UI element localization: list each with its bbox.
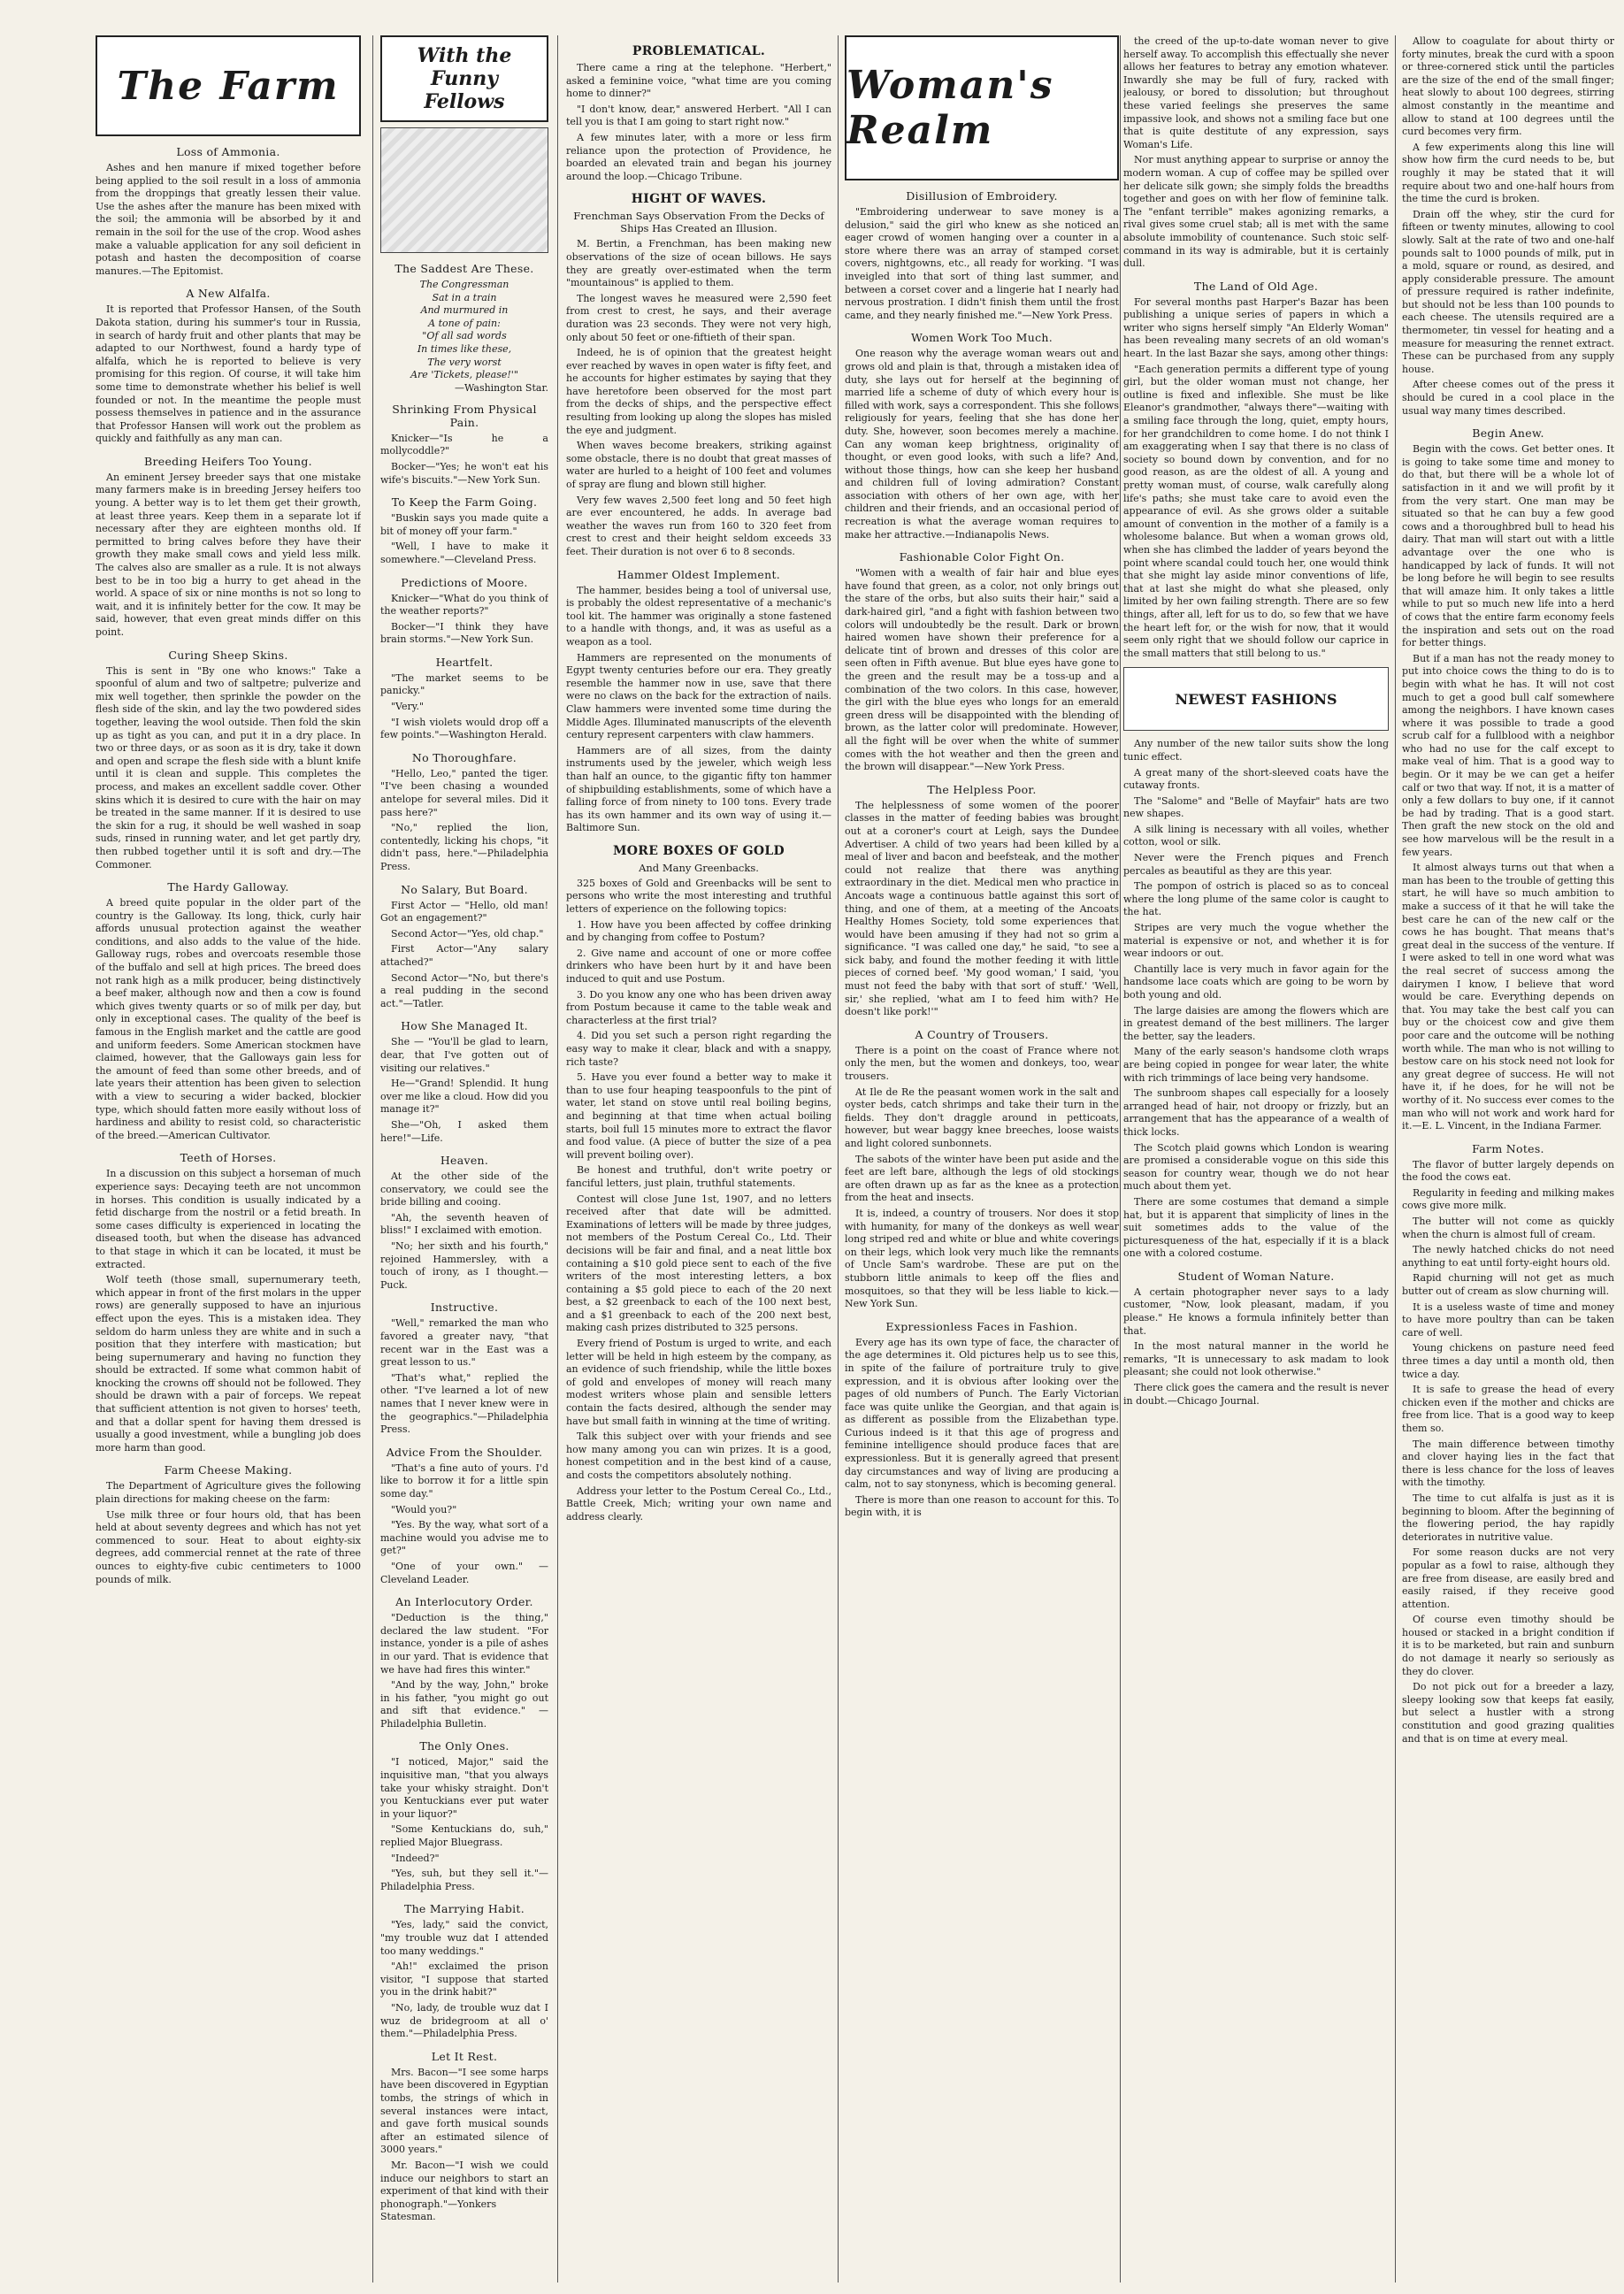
article-paragraph: 1. How have you been affected by coffee drinking and by changing from coffee to Postum? xyxy=(566,918,831,944)
article-headline: Loss of Ammonia. xyxy=(176,145,280,158)
article-paragraph: It is safe to grease the head of every chicken even if the mother and chicks are free from lice. That is a good way to keep them so. xyxy=(1402,1384,1614,1434)
article xyxy=(1402,1142,1614,1746)
article xyxy=(380,1300,548,1436)
article-paragraph: Every age has its own type of face, the character of the age determines it. Old pictures help us to see this, in spite of the failure of portraiture truly to give expression, and it is obvious after looking over the pages of old numbers of Punch. The Early Victorian face was quite unlike the Georgian, and that again is as different as possible from the Elizabethan type. Curious indeed is it that this age of progress and feminine intelligence should produce faces that are expressionless. But it is generally agreed that present day circumstances and way of living are producing a calm, not to say stonyness, which is becoming general. xyxy=(845,1336,1119,1491)
article-paragraph: Drain off the whey, stir the curd for fifteen or twenty minutes, allowing to cool slowly. Salt at the rate of two and one-half pounds salt to 1000 pounds of milk, put in a mold, square or round, as desired, and apply considerable pressure. The amount of pressure required is rather indefinite, but should not be less than 100 pounds to each cheese. The utensils required are a thermometer, tin vessel for heating and a measure for measuring the rennet extract. These can be purchased from any supply house. xyxy=(1402,208,1614,375)
article-paragraph: But if a man has not the ready money to put into choice cows the thing to do is to begin with what he has. It will not cost much to get a good bull calf somewhere among the neighbors. I have known cases where it was possible to trade a good scrub calf for a fullblood with a neighbor who had no use for the calf except to make veal of him. That is a good way to begin. Or it may be we can get a heifer calf or two that way. If not, it is a matter of only a few dollars to buy one, if it cannot be had by trading. That is a good start. Then graft the new stock on the old and see how marvelous will be the result in a few years. xyxy=(1402,652,1614,858)
article-headline: No Salary, But Board. xyxy=(401,882,528,896)
article-headline: The Marrying Habit. xyxy=(403,1902,525,1916)
article xyxy=(845,783,1119,1019)
article-list xyxy=(845,189,1119,1520)
article-headline: Breeding Heifers Too Young. xyxy=(144,454,312,468)
article xyxy=(1123,35,1389,271)
article xyxy=(1123,280,1389,661)
article-paragraph: "No," replied the lion, contentedly, licking his chops, "it didn't pass, here."—Philadelphia Press. xyxy=(380,822,548,872)
article-paragraph: "Ah, the seventh heaven of bliss!" I exclaimed with emotion. xyxy=(380,1211,548,1237)
article xyxy=(380,2050,548,2224)
article-paragraph: "Well," remarked the man who favored a greater navy, "that recent war in the East was a great lesson to us." xyxy=(380,1317,548,1369)
article-headline: The Saddest Are These. xyxy=(395,262,534,275)
article-paragraph: "Indeed?" xyxy=(391,1852,440,1864)
woman-masthead xyxy=(845,35,1119,180)
article-headline: To Keep the Farm Going. xyxy=(391,495,538,510)
article-headline: Let It Rest. xyxy=(431,2049,498,2063)
article-paragraph: It is, indeed, a country of trousers. Nor does it stop with humanity, for many of the donkeys as well wear long striped red and white or blue and white coverings on their legs, which look very much like the remnants of Uncle Sam's wardrobe. These are put on the stubborn little animals to keep off the flies and mosquitoes, so that they will be less liable to kick.—New York Sun. xyxy=(845,1207,1119,1310)
article-headline: Teeth of Horses. xyxy=(180,1151,277,1165)
article-paragraph: Every friend of Postum is urged to write, and each letter will be held in high esteem by the company, as an evidence of such friendship, while the little boxes of gold and envelopes of money will reach many modest writers whose plain and sensible letters contain the facts desired, although the sender may have but small faith in winning at the time of writing. xyxy=(566,1338,831,1427)
article-headline: Heartfelt. xyxy=(435,655,494,669)
article xyxy=(380,1902,548,2040)
article xyxy=(380,576,548,647)
article-headline: Fashionable Color Fight On. xyxy=(899,550,1065,564)
article-headline: Expressionless Faces in Fashion. xyxy=(885,1319,1078,1333)
article-headline: Advice From the Shoulder. xyxy=(386,1445,543,1459)
article-paragraph: The hammer, besides being a tool of universal use, is probably the oldest representative of a mechanic's tool kit. The hammer was originally a stone fastened to a handle with thongs, and, it was as useful as a weapon as a tool. xyxy=(566,584,831,648)
article-paragraph: There are some costumes that demand a simple hat, but it is apparent that simplicity of lines in the suit sometimes adds to the value of the picturesqueness of the hat, especially if it is a black one with a colored costume. xyxy=(1123,1195,1389,1260)
article-paragraph: Mrs. Bacon—"I see some harps have been discovered in Egyptian tombs, the strings of which in several instances were intact, and gave forth musical sounds after an estimated silence of 3000 years." xyxy=(380,2066,548,2156)
column-farm xyxy=(96,35,361,2282)
article xyxy=(380,1154,548,1292)
article-paragraph: The flavor of butter largely depends on the food the cows eat. xyxy=(1402,1158,1614,1184)
article-headline: MORE BOXES OF GOLD xyxy=(613,843,785,858)
article-headline: Shrinking From Physical Pain. xyxy=(392,402,537,429)
article-paragraph: "No; her sixth and his fourth," rejoined Hammersley, with a touch of irony, as I thought.—Puck. xyxy=(380,1240,548,1291)
article-paragraph: Nor must anything appear to surprise or annoy the modern woman. A cup of coffee may be spilled over her delicate silk gown; she simply folds the breadths together and goes on with her flow of feminine talk. The "enfant terrible" makes agonizing remarks, a rival gives some cruel stab; all is met with the same absolute immobility of countenance. Such stoic self-command in its way is admirable, but it is certainly dull. xyxy=(1123,154,1389,270)
article-paragraph: Knicker—"Is he a mollycoddle?" xyxy=(380,432,548,457)
article-headline: No Thoroughfare. xyxy=(411,750,517,764)
article-source: —Washington Star. xyxy=(455,381,548,394)
article-paragraph: When waves become breakers, striking against some obstacle, there is no doubt that great masses of water are hurled to a height of 100 feet and volumes of spray are flung and blown still higher. xyxy=(566,440,831,491)
article-paragraph: An eminent Jersey breeder says that one mistake many farmers make is in breeding Jersey heifers too young. A better way is to let them get their growth, at least three years. Keep them in a separate lot if necessary after they are eighteen months old. If permitted to bring calves before they have their growth they make small cows and yield less milk. The calves also are smaller as a rule. It is not always best to be in too big a hurry to get ahead in the world. A space of six or nine months is not so long to wait, and it is infinitely better for the cow. It may be said, however, that even great minds differ on this point. xyxy=(96,471,361,638)
article-paragraph: "Women with a wealth of fair hair and blue eyes have found that green, as a color, not only brings out the stare of the orbs, but also suits their hair," said a dark-haired girl, "and a fight with fashion between two colors will undoubtedly be the result. Dark or brown haired women have shown their preference for a delicate tint of brown and dresses of this color are seen often in Fifth avenue. But blue eyes have gone to the green and the result may be a toss-up and a combination of the two colors. In this case, however, the girl with the blue eyes who longs for an emerald green dress will be disappointed with the blending of brown, as the latter color will predominate. However, all the fight will be over when the white of summer comes with the hot weather and then the green and the brown will disappear."—New York Press. xyxy=(845,567,1119,773)
verse-line: "Of all sad words xyxy=(422,330,507,342)
verse-line: Sat in a train xyxy=(432,291,497,303)
article-paragraph: "Yes, lady," said the convict, "my trouble wuz dat I attended too many weddings." xyxy=(380,1919,548,1957)
article-paragraph: There is a point on the coast of France where not only the men, but the women and donkeys, too, wear trousers. xyxy=(845,1044,1119,1083)
article xyxy=(1123,667,1389,1261)
article-paragraph: The "Salome" and "Belle of Mayfair" hats are two new shapes. xyxy=(1123,794,1389,820)
article-paragraph: Second Actor—"Yes, old chap." xyxy=(391,927,544,940)
article-paragraph: "Very." xyxy=(391,701,425,713)
article-headline: Begin Anew. xyxy=(1472,426,1544,441)
article xyxy=(380,1595,548,1730)
article-list xyxy=(1123,35,1389,1408)
article xyxy=(566,844,831,1524)
article-headline: How She Managed It. xyxy=(401,1019,528,1033)
article-paragraph: Hammers are of all sizes, from the dainty instruments used by the jeweler, which weigh less than half an ounce, to the gigantic fifty ton hammer of shipbuilding establishments, some of which have a falling force of from ninety to 100 tons. Every trade has its own hammer and its own way of using it.—Baltimore Sun. xyxy=(566,744,831,834)
article-paragraph: There is more than one reason to account for this. To begin with, it is xyxy=(845,1493,1119,1519)
verse-line: Are 'Tickets, please!'" xyxy=(410,369,518,381)
article-paragraph: "One of your own." — Cleveland Leader. xyxy=(380,1560,548,1585)
article-paragraph: Of course even timothy should be housed or stacked in a bright condition if it is to be marketed, but rain and sunburn do not damage it nearly so seriously as they do clover. xyxy=(1402,1614,1614,1677)
article-paragraph: "Yes. By the way, what sort of a machine would you advise me to get?" xyxy=(380,1519,548,1557)
article-paragraph: "I don't know, dear," answered Herbert. "All I can tell you is that I am going to start right now." xyxy=(566,103,831,128)
article-paragraph: "Buskin says you made quite a bit of money off your farm." xyxy=(380,512,548,537)
article xyxy=(380,656,548,742)
article-list xyxy=(1402,35,1614,1745)
article-headline: Hammer Oldest Implement. xyxy=(617,567,781,581)
article-paragraph: "Embroidering underwear to save money is a delusion," said the girl who knew as she noticed an eager crowd of women hanging over a counter in a store where there was an array of stamped corset covers, nightgowns, etc., all ready for working. "I was inveigled into that sort of thing last summer, and between a corset cover and a lingerie hat I nearly had nervous prostration. I didn't finish them until the frost came, and they nearly finished me."—New York Press. xyxy=(845,206,1119,321)
article-paragraph: The Scotch plaid gowns which London is wearing are promised a considerable vogue on this side this season for country wear, though we do not hear much about them yet. xyxy=(1123,1141,1389,1193)
article-paragraph: The large daisies are among the flowers which are in greatest demand of the best milliners. The larger the better, say the leaders. xyxy=(1123,1004,1389,1042)
article-paragraph: Do not pick out for a breeder a lazy, sleepy looking sow that keeps fat easily, but select a hustler with a strong constitution and good grazing qualities and that is on time at every meal. xyxy=(1402,1681,1614,1745)
article xyxy=(566,44,831,183)
article-paragraph: "I wish violets would drop off a few points."—Washington Herald. xyxy=(380,716,548,741)
article-paragraph: "The market seems to be panicky." xyxy=(380,671,548,697)
column-woman xyxy=(845,35,1119,2282)
verse-line: And murmured in xyxy=(420,304,509,317)
article xyxy=(380,403,548,487)
masthead-title: The Farm xyxy=(117,63,340,109)
article-paragraph: There came a ring at the telephone. "Herbert," asked a feminine voice, "what time are you coming home to dinner?" xyxy=(566,62,831,100)
article-headline: Disillusion of Embroidery. xyxy=(906,189,1058,203)
article xyxy=(845,189,1119,322)
article xyxy=(96,287,361,446)
column-rule xyxy=(838,35,839,2282)
article-paragraph: Address your letter to the Postum Cereal Co., Ltd., Battle Creek, Mich; writing your own name and address clearly. xyxy=(566,1485,831,1523)
article xyxy=(96,455,361,640)
article-paragraph: Wolf teeth (those small, supernumerary teeth, which appear in front of the first molars in the upper rows) are generally supposed to have an injurious effect upon the eyes. This is a mistaken idea. They seldom do harm unless they are white and in such a position that they interfere with mastication; but being supernumerary and having no function they should be extracted. If some what common habit of knocking the crowns off should not be followed. They should be drawn with a pair of forceps. We repeat that sufficient attention is not given to horses' teeth, and that a dollar spent for having them dressed is usually a good investment, while a bungling job does more harm than good. xyxy=(96,1274,361,1454)
article-paragraph: In the most natural manner in the world he remarks, "It is unnecessary to ask madam to look pleasant; she could not look otherwise." xyxy=(1123,1340,1389,1378)
article-headline: An Interlocutory Order. xyxy=(395,1595,533,1609)
article-headline: Women Work Too Much. xyxy=(910,331,1053,345)
article-paragraph: Contest will close June 1st, 1907, and no letters received after that date will be admitted. Examinations of letters will be made by three judges, not members of the Postum Cereal Co., Ltd. Their decisions will be fair and final, and a neat little box containing a $10 gold piece sent to each of the five writers of the most interesting letters, a box containing a $5 gold piece to each of the 20 next best, a $2 greenback to each of the 100 next best, and a $1 greenback to each of the 200 next best, making cash prizes distributed to 325 persons. xyxy=(566,1193,831,1334)
column-woman-continued xyxy=(1123,35,1389,2282)
article-paragraph: Use milk three or four hours old, that has been held at about seventy degrees and which has not yet commenced to sour. Heat to about eighty-six degrees, add commercial rennet at the rate of three ounces to eighty-five cubic centimeters to 1000 pounds of milk. xyxy=(96,1508,361,1585)
article-paragraph: Many of the early season's handsome cloth wraps are being copied in pongee for wear later, the white with rich trimmings of lace being very handsome. xyxy=(1123,1046,1389,1084)
article xyxy=(380,751,548,874)
article-paragraph: "Hello, Leo," panted the tiger. "I've been chasing a wounded antelope for several miles. Did it pass here?" xyxy=(380,767,548,818)
article-subhead: And Many Greenbacks. xyxy=(639,861,759,874)
article-paragraph: Regularity in feeding and milking makes cows give more milk. xyxy=(1402,1186,1614,1212)
article-paragraph: A breed quite popular in the older part of the country is the Galloway. Its long, thick, curly hair affords unusual protection against the weather conditions, and also adds to the value of the hide. Galloway rugs, robes and overcoats resemble those of the buffalo and sell at high prices. The breed does not rank high as a milk producer, being distinctively a beef maker, although now and then a cow is found which gives twenty quarts or so of milk per day, but only in exceptional cases. The quality of the beef is famous in the English market and the cattle are good and uniform feeders. Some American stockmen have claimed, however, that the Galloways gain less for the amount of feed than some other breeds, and of late years their attention has been given to selection with a view to securing a wider backed, blockier type, which should fatten more easily without loss of hardiness and ability to resist cold, so characteristic of the breed.—American Cultivator. xyxy=(96,897,361,1141)
article-paragraph: There click goes the camera and the result is never in doubt.—Chicago Journal. xyxy=(1123,1382,1389,1407)
article-paragraph: "That's what," replied the other. "I've learned a lot of new names that I never knew were in the geographics."—Philadelphia Press. xyxy=(380,1371,548,1436)
article-paragraph: "Yes, suh, but they sell it."—Philadelphia Press. xyxy=(380,1868,548,1892)
article xyxy=(845,1028,1119,1311)
article xyxy=(380,495,548,566)
article-paragraph: Second Actor—"No, but there's a real pudding in the second act."—Tatler. xyxy=(380,971,548,1009)
article-subhead: Frenchman Says Observation From the Decks of Ships Has Created an Illusion. xyxy=(573,210,824,235)
article xyxy=(845,1320,1119,1520)
article-paragraph: A certain photographer never says to a lady customer, "Now, look pleasant, madam, if you please." He knows a formula infinitely better than that. xyxy=(1123,1285,1389,1337)
article-paragraph: "That's a fine auto of yours. I'd like to borrow it for a little spin some day." xyxy=(380,1462,548,1500)
verse-line: In times like these, xyxy=(417,342,512,355)
article-headline: Heaven. xyxy=(440,1154,489,1168)
cartoon-illustration xyxy=(380,127,548,253)
article xyxy=(380,1446,548,1586)
article-paragraph: 5. Have you ever found a better way to make it than to use four heaping teaspoonfuls to the pint of water, let stand on stove until real boiling begins, and beginning at that time when actual boiling starts, boil full 15 minutes more to extract the flavor and food value. (A piece of butter the size of a pea will prevent boiling over). xyxy=(566,1071,831,1161)
article xyxy=(566,192,831,558)
article-paragraph: She—"Oh, I asked them here!"—Life. xyxy=(380,1118,548,1144)
article-paragraph: The main difference between timothy and clover haying lies in the fact that there is less chance for the loss of leaves with the timothy. xyxy=(1402,1438,1614,1489)
article-paragraph: The Department of Agriculture gives the following plain directions for making cheese on the farm: xyxy=(96,1480,361,1506)
article-paragraph: Allow to coagulate for about thirty or forty minutes, break the curd with a spoon or three-cornered stick until the particles are the size of the end of the small finger; heat slowly to about 100 degrees, stirring almost constantly in the meantime and allow to stand at 100 degrees until the curd becomes very firm. xyxy=(1402,35,1614,138)
article-headline: Curing Sheep Skins. xyxy=(168,648,288,662)
article-headline: The Only Ones. xyxy=(419,1739,509,1753)
article-headline: Instructive. xyxy=(430,1300,499,1315)
article-headline: PROBLEMATICAL. xyxy=(632,44,766,58)
article-paragraph: 325 boxes of Gold and Greenbacks will be sent to persons who write the most interesting and truthful letters of experience on the following topics: xyxy=(566,877,831,916)
article-paragraph: Be honest and truthful, don't write poetry or fanciful letters, just plain, truthful statements. xyxy=(566,1164,831,1189)
farm-masthead xyxy=(96,35,361,136)
article-headline: HIGHT OF WAVES. xyxy=(631,192,767,207)
article xyxy=(566,568,831,835)
article-paragraph: A great many of the short-sleeved coats have the cutaway fronts. xyxy=(1123,766,1389,792)
masthead-title: With the Funny Fellows xyxy=(417,44,512,113)
article-paragraph: "Well, I have to make it somewhere."—Cleveland Press. xyxy=(380,541,548,565)
article-paragraph: The sunbroom shapes call especially for a loosely arranged head of hair, not droopy or frizzly, but an arrangement that has the appearance of a wealth of thick locks. xyxy=(1123,1087,1389,1138)
article-paragraph: A silk lining is necessary with all voiles, whether cotton, wool or silk. xyxy=(1123,823,1389,848)
column-rule xyxy=(557,35,558,2282)
article-paragraph: Knicker—"What do you think of the weather reports?" xyxy=(380,592,548,618)
article-paragraph: It is a useless waste of time and money to have more poultry than can be taken care of well. xyxy=(1402,1300,1614,1339)
article-paragraph: For some reason ducks are not very popular as a fowl to raise, although they are free from disease, are easily bred and easily raised, if they receive good attention. xyxy=(1402,1546,1614,1610)
article-paragraph: The newly hatched chicks do not need anything to eat until forty-eight hours old. xyxy=(1402,1244,1614,1269)
article-paragraph: For several months past Harper's Bazar has been publishing a unique series of papers in which a writer who signs herself simply "An Elderly Woman" has been revealing many secrets of an old woman's heart. In the last Bazar she says, among other things: xyxy=(1123,295,1389,360)
article-list xyxy=(380,262,548,2224)
article-paragraph: Mr. Bacon—"I wish we could induce our neighbors to start an experiment of that kind with their phonograph."—Yonkers Statesman. xyxy=(380,2159,548,2223)
article xyxy=(845,550,1119,774)
article-paragraph: Talk this subject over with your friends and see how many among you can win prizes. It is a good, honest competition and in the best kind of a cause, and costs the competitors absolutely nothing. xyxy=(566,1431,831,1481)
article-paragraph: The helplessness of some women of the poorer classes in the matter of feeding babies was brought out at a coroner's court at Leigh, says the Dundee Advertiser. A child of two years had been killed by a meal of liver and bacon and beefsteak, and the mother could not realize that there was anything extraordinary in the diet. Medical men who practice in Ancoats wage a continuous battle against this sort of thing, and one of them, at a meeting of the Ancoats Healthy Homes Society, told some experiences that would have been amusing if they had not so grim a significance. "I was called one day," he said, "to see a sick baby, and found the mother feeding it with little pieces of corned beef. 'My good woman,' I said, 'you must not feed the baby with that sort of stuff.' 'Well, sir,' she replied, 'what am I to feed him with? He doesn't like pork!'" xyxy=(845,799,1119,1018)
article-paragraph: The longest waves he measured were 2,590 feet from crest to crest, he says, and their average duration was 23 seconds. They were not very high, only about 50 feet or one-fiftieth of their span. xyxy=(566,292,831,343)
article-paragraph: A few experiments along this line will show how firm the curd needs to be, but roughly it may be stated that it will require about two and one-half hours from the time the curd is broken. xyxy=(1402,141,1614,205)
article-list xyxy=(566,44,831,1523)
article-paragraph: "Deduction is the thing," declared the law student. "For instance, yonder is a pile of ashes in our yard. That is evidence that we have had fires this winter." xyxy=(380,1612,548,1676)
article-paragraph: Indeed, he is of opinion that the greatest height ever reached by waves in open water is fifty feet, and he accounts for higher estimates by saying that they have heretofore been observed for the most part from the decks of ships, and the perspective effect resulting from looking up along the slopes has misled the eye and judgment. xyxy=(566,347,831,436)
article-paragraph: Ashes and hen manure if mixed together before being applied to the soil result in a loss of ammonia from the droppings that greatly lessen their value. Use the ashes after the manure has been mixed with the soil; the ammonia will be absorbed by it and remain in the soil for the use of the crop. Wood ashes make a valuable application for any soil deficient in potash and hasten the decomposition of coarse manures.—The Epitomist. xyxy=(96,162,361,277)
article xyxy=(380,262,548,394)
article-headline: Farm Notes. xyxy=(1472,1141,1544,1155)
article-paragraph: At Ile de Re the peasant women work in the salt and oyster beds, catch shrimps and take their turn in the fields. They don't draggle around in petticoats, however, but wear baggy knee breeches, loose waists and light colored sunbonnets. xyxy=(845,1086,1119,1149)
article xyxy=(96,145,361,278)
column-rule xyxy=(372,35,373,2282)
article xyxy=(845,331,1119,541)
article-paragraph: 3. Do you know any one who has been driven away from Postum because it came to the table weak and characterless at the first trial? xyxy=(566,988,831,1026)
article-paragraph: "And by the way, John," broke in his father, "you might go out and sift that evidence." — Philadelphia Bulletin. xyxy=(380,1679,548,1730)
article-paragraph: "Ah!" exclaimed the prison visitor, "I suppose that started you in the drink habit?" xyxy=(380,1960,548,1999)
article-paragraph: First Actor — "Hello, old man! Got an engagement?" xyxy=(380,899,548,925)
article-paragraph: He—"Grand! Splendid. It hung over me like a cloud. How did you manage it?" xyxy=(380,1078,548,1116)
article xyxy=(380,1739,548,1893)
article-paragraph: Hammers are represented on the monuments of Egypt twenty centuries before our era. They greatly resemble the hammer now in use, save that there were no claws on the back for the extraction of nails. Claw hammers were invented some time during the Middle Ages. Illuminated manuscripts of the eleventh century represent carpenters with claw hammers. xyxy=(566,651,831,741)
article-paragraph: M. Bertin, a Frenchman, has been making new observations of the size of ocean billows. He says they are greatly over-estimated when the term "mountainous" is applied to them. xyxy=(566,238,831,289)
article-paragraph: "I noticed, Major," said the inquisitive man, "that you always take your whisky straight. Don't you Kentuckians ever put water in your liquor?" xyxy=(380,1756,548,1820)
article-paragraph: First Actor—"Any salary attached?" xyxy=(380,943,548,968)
article-paragraph: Young chickens on pasture need feed three times a day until a month old, then twice a day. xyxy=(1402,1342,1614,1380)
article-list xyxy=(96,145,361,1586)
article xyxy=(1402,35,1614,418)
article-paragraph: After cheese comes out of the press it should be cured in a cool place in the usual way many times described. xyxy=(1402,379,1614,417)
article-paragraph: The butter will not come as quickly when the churn is almost full of cream. xyxy=(1402,1216,1614,1240)
article-paragraph: It almost always turns out that when a man has been to the trouble of getting this start, he will have so much ambition to make a success of it that he will take the best care he can of the new calf or the cows he has bought. That means that's great deal in the success of the venture. If I were asked to tell in one word what was the real secret of success among the dairymen I know, I believe that word would be care. Everything depends on that. You may take the best calf you can buy or the choicest cow and give them poor care and the outcome will be nothing worth while. The man who is not willing to bestow care on his stock need not look for any great degree of success. He will not have it, if he does, for he will not be worthy of it. No success ever comes to the man who will not work and work hard for it.—E. L. Vincent, in the Indiana Farmer. xyxy=(1402,862,1614,1132)
article-headline: The Land of Old Age. xyxy=(1193,279,1319,293)
article-headline: The Helpless Poor. xyxy=(927,782,1037,796)
article-paragraph: Chantilly lace is very much in favor again for the handsome lace coats which are going to be worn by both young and old. xyxy=(1123,963,1389,1001)
article-paragraph: Never were the French piques and French percales as beautiful as they are this year. xyxy=(1123,852,1389,877)
fashion-banner: NEWEST FASHIONS xyxy=(1123,667,1389,731)
verse-line: The very worst xyxy=(427,356,502,368)
article-headline: A Country of Trousers. xyxy=(915,1027,1049,1041)
article xyxy=(1402,426,1614,1132)
article xyxy=(96,1151,361,1454)
article-paragraph: "Each generation permits a different type of young girl, but the older woman must not change, her outline is fixed and inflexible. She must be like Eleanor's grandmother, "always there"—waiting with a smiling face through the long, quiet, empty hours, for her grandchildren to come home. I do not think I am exaggerating when I say that there is no class of society so bound down by convention, and for no good reason, as are the oldest of all. A young and pretty woman must, of course, walk carefully along life's paths; she must take care to avoid even the appearance of evil. As she grows older a suitable amount of convention in the mother of a family is a wholesome balance. But when a woman grows old, when she has climbed the ladder of years beyond the point where scandal could touch her, one would think that she might lay aside minor conventions of life, that at last she might do what she pleased, only limited by her own failing strength. There are so few things, after all, left for us to do, so few that we have the heart left for, or the wish for now, that it would seem only right that we should follow our caprice in the small matters that still belong to us." xyxy=(1123,363,1389,659)
article-headline: Student of Woman Nature. xyxy=(1177,1269,1335,1283)
article-paragraph: "Would you?" xyxy=(391,1503,457,1515)
article xyxy=(96,880,361,1142)
article-paragraph: It is reported that Professor Hansen, of the South Dakota station, during his summer's tour in Russia, in search of hardy fruit and other plants that may be adapted to our Northwest, found a hardy type of alfalfa, which he is reported to believe is very promising for this region. Of course, it will take him some time to demonstrate whether his belief is well founded or not. In the meantime the people must possess themselves in patience and in the assurance that Professor Hansen will work out the problem as quickly and faithfully as any man can. xyxy=(96,303,361,445)
article-headline: Predictions of Moore. xyxy=(401,575,528,589)
article-paragraph: This is sent in "By one who knows:" Take a spoonful of alum and two of saltpetre; pulverize and mix well together, then sprinkle the powder on the flesh side of the skin, and lay the two powdered sides together, leaving the wool outside. Then fold the skin up as tight as you can, and put it in a dry place. In two or three days, or as soon as it is dry, take it down and open and scrape the flesh side with a blunt knife until it is clean and supple. This completes the process, and makes an excellent saddle cover. Other skins which it is desired to cure with the hair on may be treated in the same manner. If it is desired to use the skin for a rug, it should be well washed in soap suds, rinsed in running water, and let get partly dry, then rubbed together until it is soft and dry.—The Commoner. xyxy=(96,664,361,871)
article-paragraph: In a discussion on this subject a horseman of much experience says: Decaying teeth are not uncommon in horses. This condition is usually indicated by a fetid discharge from the nostril or a fetid breath. In some cases difficulty is experienced in locating the diseased tooth, but when the disease has advanced to that stage in which it can be located, it must be extracted. xyxy=(96,1168,361,1270)
article-paragraph: Bocker—"I think they have brain storms."—New York Sun. xyxy=(380,620,548,646)
article-paragraph: 4. Did you set such a person right regarding the easy way to make it clear, black and with a snappy, rich taste? xyxy=(566,1030,831,1068)
article-headline: A New Alfalfa. xyxy=(186,287,271,301)
article-paragraph: The time to cut alfalfa is just as it is beginning to bloom. After the beginning of the flowering period, the hay rapidly deteriorates in nutritive value. xyxy=(1402,1492,1614,1543)
column-farm-b xyxy=(1402,35,1614,2282)
article-paragraph: The pompon of ostrich is placed so as to conceal where the long plume of the same color is caught to the hat. xyxy=(1123,880,1389,918)
column-rule xyxy=(1120,35,1121,2282)
article-paragraph: Stripes are very much the vogue whether the material is expensive or not, and whether it is for wear indoors or out. xyxy=(1123,922,1389,960)
article-headline: The Hardy Galloway. xyxy=(167,880,289,894)
article-paragraph: Rapid churning will not get as much butter out of cream as slow churning will. xyxy=(1402,1272,1614,1298)
article xyxy=(96,648,361,872)
article-paragraph: Begin with the cows. Get better ones. It is going to take some time and money to do that, but there will be a whole lot of satisfaction in it and we will profit by it from the very start. One man may be situated so that he can buy a few good cows and a thoroughbred bull to head his dairy. That man will start out with a little advantage over the one who is handicapped by lack of funds. It will not be long before he will begin to see results that will amaze him. It only takes a little while to put so much new life into a herd of cows that the entire farm economy feels the inspiration and sets out on the road for better things. xyxy=(1402,443,1614,649)
article-paragraph: The sabots of the winter have been put aside and the feet are left bare, although the legs of old stockings are often drawn up as far as the knee as a protection from the heat and insects. xyxy=(845,1153,1119,1204)
article-paragraph: "No, lady, de trouble wuz dat I wuz de bridegroom at all o' them."—Philadelphia Press. xyxy=(380,2001,548,2040)
verse-line: A tone of pain: xyxy=(428,317,501,329)
article-paragraph: 2. Give name and account of one or more coffee drinkers who have been hurt by it and have been induced to quit and use Postum. xyxy=(566,947,831,986)
article-headline: Farm Cheese Making. xyxy=(164,1463,293,1477)
article-paragraph: the creed of the up-to-date woman never to give herself away. To accomplish this effectually she never allows her features to betray any emotion whatever. Inwardly she may be full of fury, racked with jealousy, or bored to dissolution; but throughout these varied feelings she preserves the same impassive look, and shows not a smiling face but one that is quite destitute of any expression, says Woman's Life. xyxy=(1123,35,1389,150)
article-paragraph: One reason why the average woman wears out and grows old and plain is that, through a mistaken idea of duty, she lays out for herself at the beginning of married life a scheme of duty of which every hour is filled with work, says a correspondent. This she follows religiously for years, feeling that she has done her duty. She, however, soon becomes merely a machine. Can any woman keep brightness, originality of thought, or even good looks, with such a life? And, without those things, how can she keep her husband and children full of loving admiration? Constant association with others of her own age, with her children and their friends, and an occasional period of recreation is what the average woman requires to make her attractive.—Indianapolis News. xyxy=(845,348,1119,541)
article-paragraph: At the other side of the conservatory, we could see the bride billing and cooing. xyxy=(380,1170,548,1208)
verse-line: The Congressman xyxy=(419,279,509,290)
column-rule xyxy=(1395,35,1396,2282)
funny-masthead xyxy=(380,35,548,122)
article xyxy=(1123,1270,1389,1408)
column-funny xyxy=(380,35,548,2282)
article-paragraph: "Some Kentuckians do, suh," replied Major Bluegrass. xyxy=(380,1823,548,1849)
article-paragraph: Very few waves 2,500 feet long and 50 feet high are ever encountered, he adds. In average bad weather the waves run from 160 to 320 feet from crest to crest and their height seldom exceeds 33 feet. Their duration is not over 6 to 8 seconds. xyxy=(566,494,831,557)
article-paragraph: Any number of the new tailor suits show the long tunic effect. xyxy=(1123,738,1389,763)
article xyxy=(96,1463,361,1586)
article-paragraph: She — "You'll be glad to learn, dear, that I've gotten out of visiting our relatives." xyxy=(380,1036,548,1074)
column-news xyxy=(566,35,831,2282)
article xyxy=(380,883,548,1011)
article-paragraph: Bocker—"Yes; he won't eat his wife's biscuits."—New York Sun. xyxy=(380,460,548,486)
article-paragraph: A few minutes later, with a more or less firm reliance upon the protection of Providence, he boarded an elevated train and began his journey around the loop.—Chicago Tribune. xyxy=(566,131,831,182)
article xyxy=(380,1019,548,1145)
masthead-title: Woman's Realm xyxy=(846,63,1054,153)
